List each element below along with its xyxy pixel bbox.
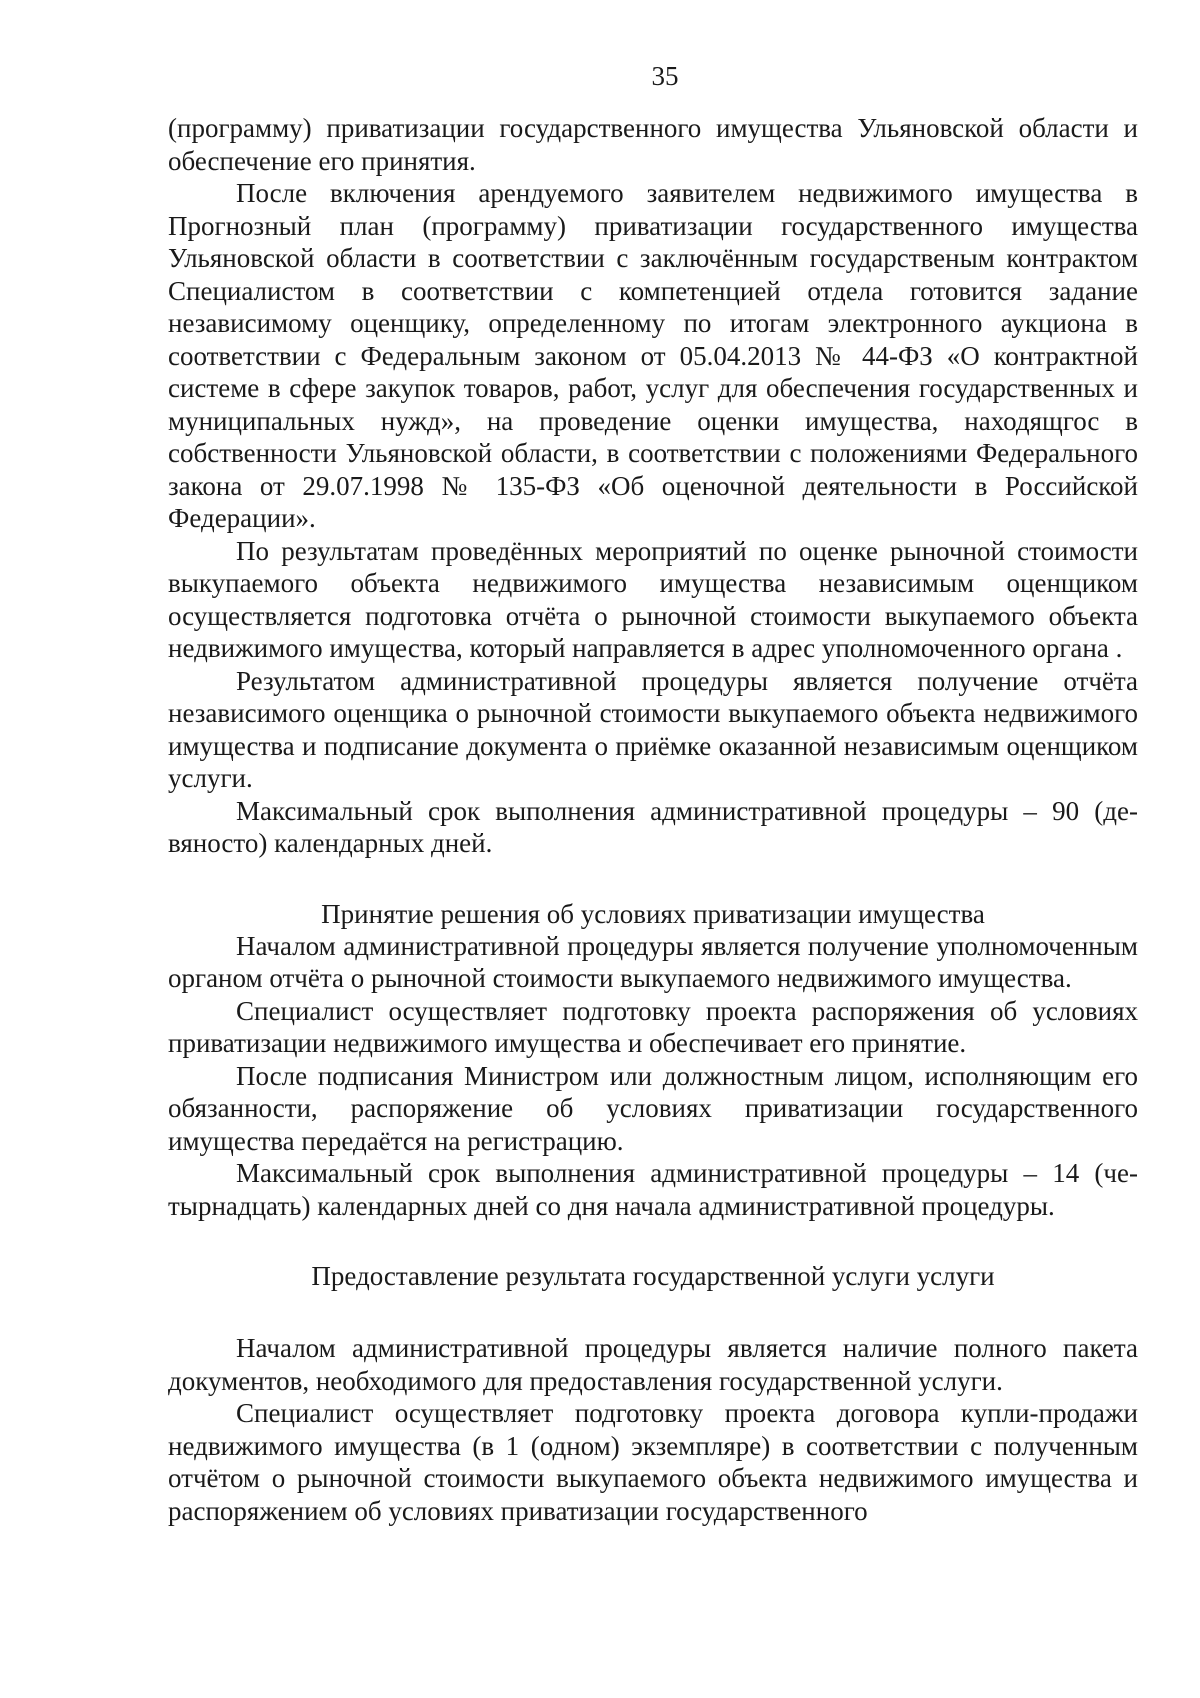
paragraph: После подписания Министром или должностным лицом, исполняющим его обязанности, распоряжение об условиях приватизации государственного имущества передаётся на регистрацию. [168,1060,1138,1156]
paragraph: (программу) приватизации государственного имущества Ульяновской области и обеспечение его принятия. [168,113,1138,176]
page-number: 35 [651,61,679,91]
paragraph: Специалист осуществляет подготовку проекта распоряжения об условиях приватизации недвижимого имущества и обеспечивает его принятие. [168,995,1138,1058]
section-heading: Принятие решения об условиях приватизации имущества [321,898,985,929]
paragraph: Началом административной процедуры является наличие полного пакета документов, необходимого для предоставления государственной услуги. [168,1333,1138,1396]
paragraph: После включения арендуемого заявителем недвижимого имущества в Прогнозный план (программу) приватизации государственного имущества Ульяновской области в соответствии с заключённым государственым контрактом Специалистом в соответствии с компетенцией отдела готовится задание независимому оценщику, определенному по итогам электронного аукциона в соответствии с Федеральным законом от 05.04.2013 № 44-ФЗ «О контрактной системе в сфере закупок товаров, работ, услуг для обеспечения государственных и муниципальных нужд», на проведение оценки имущества, находящгос в собственности Ульяновской области, в соответствии с положениями Федерального закона от 29.07.1998 № 135-ФЗ «Об оценочной деятельности в Российской Федерации». [168,178,1138,533]
paragraph: По результатам проведённых мероприятий по оценке рыночной стоимости выкупаемого объекта недвижимого имущества независимым оценщиком осуществляется подготовка отчёта о рыночной стоимости выкупаемого объекта недвижимого имущества, который направляется в адрес уполномоченного органа . [168,535,1138,663]
document-page [168,60,1138,1527]
section-heading: Предоставление результата государственной услуги услуги [311,1261,995,1291]
paragraph: Максимальный срок выполнения административной процедуры – 14 (четырнадцать) календарных дней со дня начала административной процедуры. [168,1158,1138,1221]
paragraph: Максимальный срок выполнения административной процедуры – 90 (девяносто) календарных дней. [168,795,1138,858]
paragraph: Результатом административной процедуры является получение отчёта независимого оценщика о рыночной стоимости выкупаемого объекта недвижимого имущества и подписание документа о приёмке оказанной независимым оценщиком услуги. [168,665,1138,793]
paragraph: Началом административной процедуры является получение уполномоченным органом отчёта о рыночной стоимости выкупаемого недвижимого имущества. [168,930,1138,993]
paragraph: Специалист осуществляет подготовку проекта договора купли-продажи недвижимого имущества (в 1 (одном) экземпляре) в соответствии с полученным отчётом о рыночной стоимости выкупаемого объекта недвижимого имущества и распоряжением об условиях приватизации государственного [168,1398,1138,1526]
